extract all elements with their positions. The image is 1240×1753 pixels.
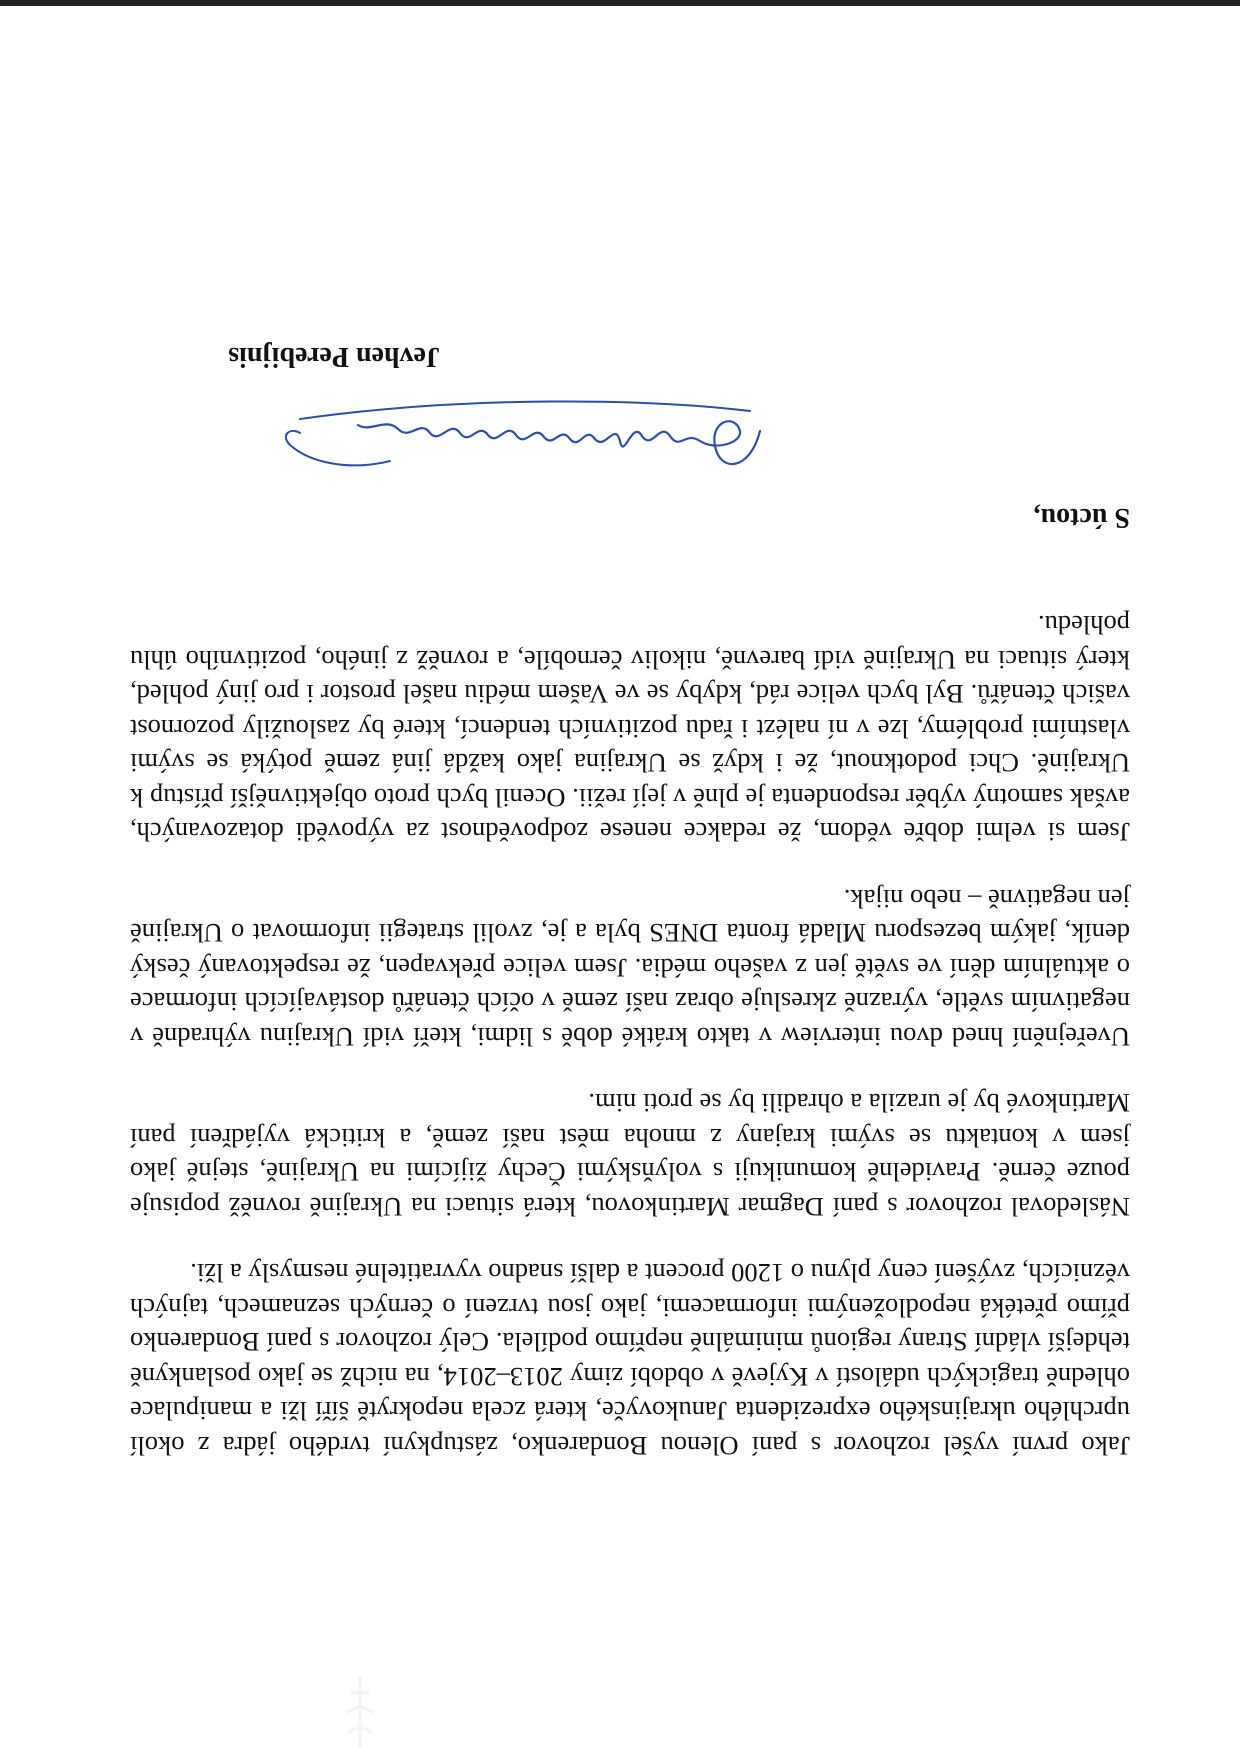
closing-salutation: S úctou, [1033,502,1130,533]
paragraph-1: Jako první vyšel rozhovor s paní Olenou Bondarenko, zástupkyní tvrdého jádra z okolí uprchlého ukrajinského exprezidenta Janukovyče, která zcela nepokrytě šíří lži a manipulace ohledně tragických událostí v Kyjevě v období zimy 2013–2014, na nichž se jako poslankyně tehdejší vládní Strany regionů minimálně nepřímo podílela. Celý rozhovor s paní Bondarenko přímo přetéká nepodloženými informacemi, jako jsou tvrzení o černých seznamech, tajných věznicích, zvýšení ceny plynu o 1200 procent a další snadno vyvratitelné nesmysly a lži. [130,1258,1130,1461]
handwritten-signature [270,382,770,492]
paragraph-4: Jsem si velmi dobře vědom, že redakce nenese zodpovědnost za výpovědi dotazovaných, avšak samotný výběr respondenta je plně v její režii. Ocenil bych proto objektivnější přístup k Ukrajině. Chci podotknout, že i když se Ukrajina jako každá jiná země potýká se svými vlastními problémy, lze v ní nalézt i řadu pozitivních tendencí, které by zasloužily pozornost vašich čtenářů. Byl bych velice rád, kdyby se ve Vašem médiu našel prostor i pro jiný pohled, který situaci na Ukrajině vidí barevně, nikoliv černobíle, a rovněž z jiného, pozitivního úhlu pohledu. [130,610,1130,848]
watermark-emblem [340,1673,380,1753]
paragraph-3: Uveřejnění hned dvou interview v takto krátké době s lidmi, kteří vidí Ukrajinu výhradně v negativním světle, výrazně zkresluje obraz naší země v očích čtenářů dostávajících informace o aktuálním dění ve světě jen z vašeho média. Jsem velice překvapen, že respektovaný český deník, jakým bezesporu Mladá fronta DNES byla a je, zvolil strategii informovat o Ukrajině jen negativně – nebo nijak. [130,884,1130,1052]
paragraph-2: Následoval rozhovor s paní Dagmar Martinkovou, která situaci na Ukrajině rovněž popisuje pouze černě. Pravidelně komunikuji s volyňskými Čechy žijícími na Ukrajině, stejně jako jsem v kontaktu se svými krajany z mnoha měst naší země, a kritická vyjádření paní Martinkové by je urazila a ohradili by se proti nim. [130,1088,1130,1222]
signatory-name: Jevhen Perebijnis [228,341,440,372]
letter-body [130,339,1130,1464]
